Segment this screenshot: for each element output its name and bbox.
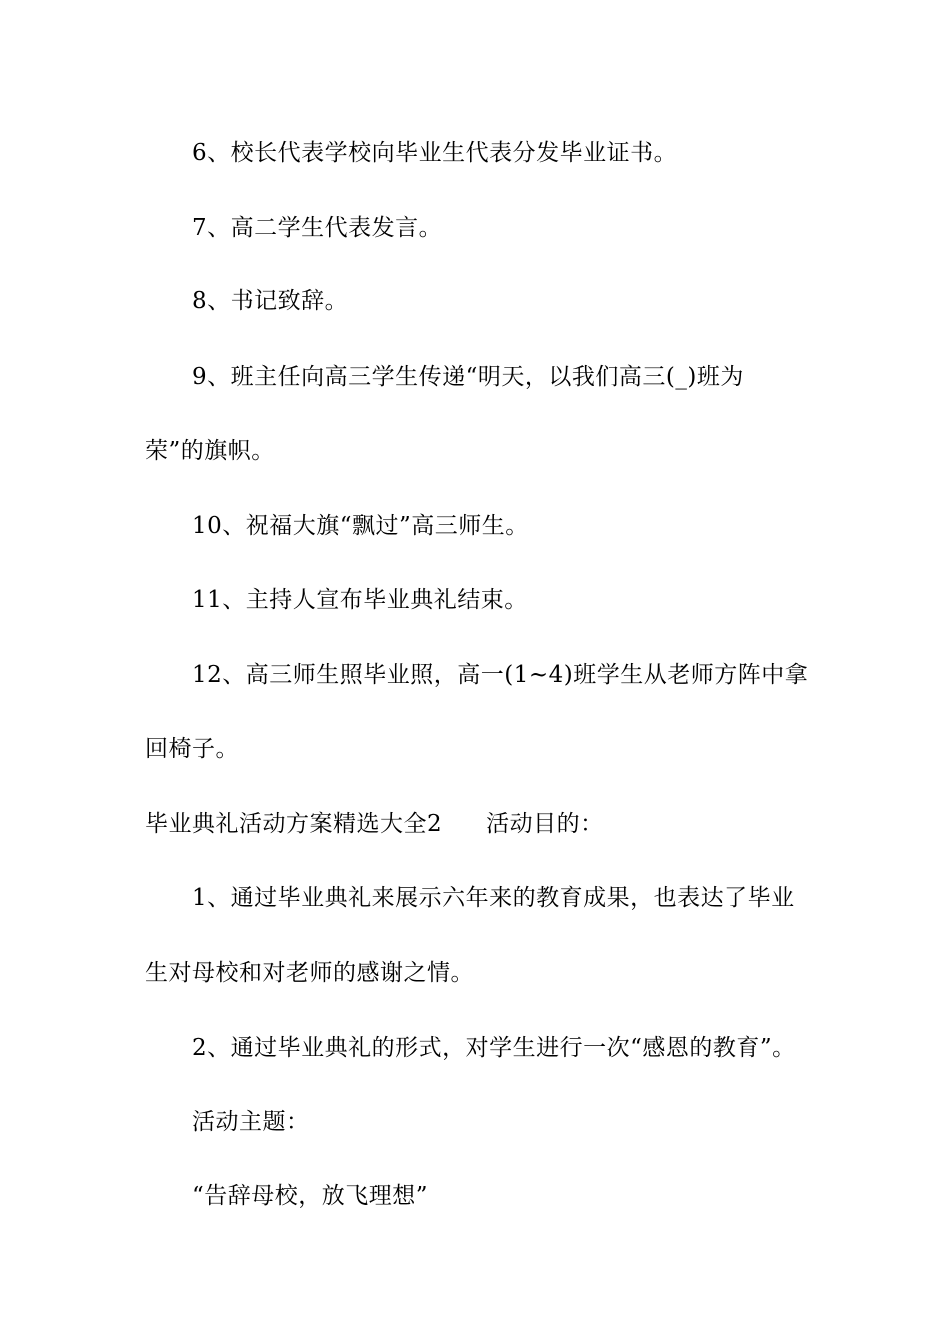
paragraph-item-12-line2: 回椅子。 bbox=[145, 736, 239, 762]
section-subheading: 活动目的： bbox=[486, 811, 604, 837]
paragraph-item-7: 7、高二学生代表发言。 bbox=[192, 215, 443, 241]
paragraph-item-12-line1: 12、高三师生照毕业照，高一(1~4)班学生从老师方阵中拿 bbox=[192, 662, 809, 688]
theme-label: 活动主题： bbox=[192, 1109, 310, 1135]
paragraph-item-6: 6、校长代表学校向毕业生代表分发毕业证书。 bbox=[192, 140, 678, 166]
theme-text: “告辞母校，放飞理想” bbox=[192, 1183, 429, 1209]
paragraph-item-9-line1: 9、班主任向高三学生传递“明天，以我们高三(_)班为 bbox=[192, 364, 744, 390]
section-heading: 毕业典礼活动方案精选大全2 bbox=[145, 811, 443, 837]
paragraph-item-10: 10、祝福大旗“飘过”高三师生。 bbox=[192, 513, 529, 539]
purpose-item-1-line2: 生对母校和对老师的感谢之情。 bbox=[145, 960, 474, 986]
paragraph-item-8: 8、书记致辞。 bbox=[192, 288, 349, 314]
purpose-item-1-line1: 1、通过毕业典礼来展示六年来的教育成果，也表达了毕业 bbox=[192, 885, 795, 911]
section-heading-line bbox=[145, 809, 604, 839]
paragraph-item-11: 11、主持人宣布毕业典礼结束。 bbox=[192, 587, 528, 613]
paragraph-item-9-line2: 荣”的旗帜。 bbox=[145, 438, 275, 464]
purpose-item-2: 2、通过毕业典礼的形式，对学生进行一次“感恩的教育”。 bbox=[192, 1035, 796, 1061]
